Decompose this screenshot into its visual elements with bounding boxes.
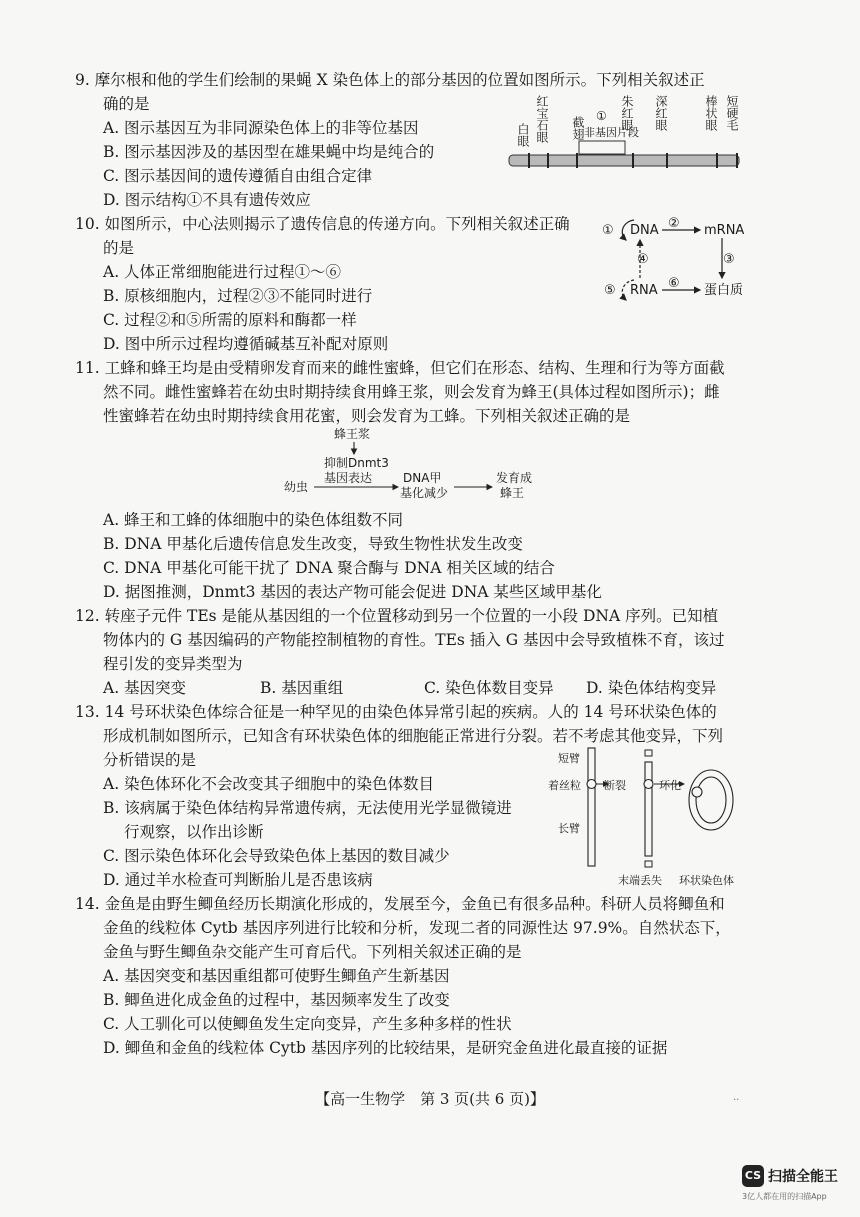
n4-label: ④ [637, 252, 649, 267]
q12-stem-line1: 12. 转座子元件 TEs 是能从基因组的一个位置移动到另一个位置的一小段 DNA 序列。已知植 [75, 607, 719, 625]
q10-option-d: D. 图中所示过程均遵循碱基互补配对原则 [103, 335, 389, 353]
dna-label: DNA [630, 223, 659, 238]
q14-option-a: A. 基因突变和基因重组都可使野生鲫鱼产生新基因 [103, 967, 450, 985]
q14-stem-line2: 金鱼的线粒体 Cytb 基因序列进行比较和分析，发现二者的同源性达 97.9%。自然状态下， [103, 919, 731, 937]
q11-option-b: B. DNA 甲基化后遗传信息发生改变，导致生物性状发生改变 [103, 535, 523, 553]
royal-jelly-label: 蜂王浆 [334, 427, 371, 441]
rna-label: RNA [630, 283, 658, 298]
q10-option-b: B. 原核细胞内，过程②③不能同时进行 [103, 287, 373, 305]
q13-option-b-line2: 行观察，以作出诊断 [124, 823, 264, 841]
q11-option-d: D. 据图推测，Dnmt3 基因的表达产物可能会促进 DNA 某些区域甲基化 [103, 583, 602, 601]
gene-label-bar-eye: 棒状眼 [704, 95, 718, 131]
q14-stem-line3: 金鱼与野生鲫鱼杂交能产生可育后代。下列相关叙述正确的是 [103, 943, 522, 961]
meth-line1: DNA甲 [403, 471, 442, 485]
q14-stem-line1: 14. 金鱼是由野生鲫鱼经历长期演化形成的，发展至今，金鱼已有很多品种。科研人员将鲫鱼和 [75, 895, 725, 913]
original-chromosome [588, 748, 595, 866]
q11-stem-line3: 性蜜蜂若在幼虫时期持续食用花蜜，则会发育为工蜂。下列相关叙述正确的是 [103, 407, 631, 425]
centromere-label: 着丝粒 [548, 779, 581, 792]
x-chromosome-bar [509, 155, 739, 166]
non-gene-label: 非基因片段 [584, 126, 639, 139]
q9-option-b: B. 图示基因涉及的基因型在雄果蝇中均是纯合的 [103, 143, 435, 161]
q14-option-d: D. 鲫鱼和金鱼的线粒体 Cytb 基因序列的比较结果，是研究金鱼进化最直接的证据 [103, 1039, 668, 1057]
q11-stem-line1: 11. 工蜂和蜂王均是由受精卵发育而来的雌性蜜蜂，但它们在形态、结构、生理和行为等方面截 [75, 359, 725, 377]
q11-queen-bee-diagram [278, 425, 538, 511]
q12-option-a: A. 基因突变 [103, 679, 187, 697]
long-arm-label: 长臂 [558, 822, 580, 835]
ring-chromosome-inner [696, 777, 726, 823]
q13-ring-chromosome-diagram [548, 742, 748, 896]
footer-dots: ·· [733, 1095, 740, 1106]
protein-label: 蛋白质 [704, 283, 744, 298]
camscanner-slogan: 3亿人都在用的扫描App [742, 1192, 827, 1201]
q13-option-b-line1: B. 该病属于染色体结构异常遗传病，无法使用光学显微镜进 [103, 799, 512, 817]
ring-label: 环化 [659, 779, 681, 792]
q12-option-c: C. 染色体数目变异 [424, 679, 554, 697]
break-label: 断裂 [604, 779, 626, 792]
q9-option-d: D. 图示结构①不具有遗传效应 [103, 191, 311, 209]
q13-option-a: A. 染色体环化不会改变其子细胞中的染色体数目 [103, 775, 435, 793]
inhibit-line1: 抑制Dnmt3 [324, 456, 389, 470]
gene-label-white-eye: 白眼 [516, 123, 530, 147]
short-arm-label: 短臂 [558, 752, 580, 765]
n1-label: ① [602, 223, 614, 238]
q9-stem-line2: 确的是 [103, 95, 150, 113]
n6-label: ⑥ [668, 276, 680, 291]
q12-stem-line3: 程引发的变异类型为 [103, 655, 243, 673]
camscanner-name: 扫描全能王 [768, 1169, 838, 1185]
camscanner-logo-icon: CS [742, 1165, 764, 1187]
gene-label-short-bristle: 短硬毛 [725, 95, 739, 131]
broken-chromosome-tip-top [645, 750, 652, 756]
q13-stem-line2: 形成机制如图所示，已知含有环状染色体的细胞能正常进行分裂。若不考虑其他变异，下列 [103, 727, 724, 745]
q9-option-c: C. 图示基因间的遗传遵循自由组合定律 [103, 167, 373, 185]
q13-option-c: C. 图示染色体环化会导致染色体上基因的数目减少 [103, 847, 450, 865]
structure-1-mark: ① [596, 109, 607, 123]
develop-line2: 蜂王 [500, 486, 525, 500]
q11-stem-line2: 然不同。雌性蜜蜂若在幼虫时期持续食用蜂王浆，则会发育为蜂王(具体过程如图所示)；雌 [103, 383, 720, 401]
gene-label-carmine-eye: 深红眼 [654, 95, 668, 131]
inhibit-line2: 基因表达 [324, 471, 373, 485]
q12-stem-line2: 物体内的 G 基因编码的产物能控制植物的育性。TEs 插入 G 基因中会导致植株不育，该过 [103, 631, 725, 649]
q11-option-a: A. 蜂王和工蜂的体细胞中的染色体组数不同 [103, 511, 404, 529]
camscanner-watermark [742, 1165, 852, 1205]
larva-label: 幼虫 [284, 480, 309, 494]
q10-central-dogma-diagram [600, 210, 750, 314]
q14-option-b: B. 鲫鱼进化成金鱼的过程中，基因频率发生了改变 [103, 991, 450, 1009]
ring-chromosome-label: 环状染色体 [679, 874, 734, 887]
q13-stem-line1: 13. 14 号环状染色体综合征是一种罕见的由染色体异常引起的疾病。人的 14 号环状染色体的 [75, 703, 717, 721]
non-gene-segment-box [579, 141, 625, 154]
gene-label-vermilion-eye: 朱红眼 [620, 95, 634, 131]
q13-option-d: D. 通过羊水检查可判断胎儿是否患该病 [103, 871, 373, 889]
broken-chromosome [645, 762, 652, 856]
develop-line1: 发育成 [496, 471, 533, 485]
q9-stem-line1: 9. 摩尔根和他的学生们绘制的果蝇 X 染色体上的部分基因的位置如图所示。下列相关叙述正 [75, 71, 705, 89]
gene-label-cut-wing: 截翅 [571, 116, 585, 140]
q11-option-c: C. DNA 甲基化可能干扰了 DNA 聚合酶与 DNA 相关区域的结合 [103, 559, 555, 577]
q10-stem-line1: 10. 如图所示，中心法则揭示了遗传信息的传递方向。下列相关叙述正确 [75, 215, 570, 233]
mrna-label: mRNA [704, 223, 745, 238]
n5-label: ⑤ [604, 283, 616, 298]
page-footer: 【高一生物学 第 3 页(共 6 页)】 [315, 1090, 545, 1108]
q14-option-c: C. 人工驯化可以使鲫鱼发生定向变异，产生多种多样的性状 [103, 1015, 512, 1033]
n3-label: ③ [723, 252, 735, 267]
q12-option-b: B. 基因重组 [260, 679, 344, 697]
meth-line2: 基化减少 [400, 486, 449, 500]
q9-chromosome-diagram [505, 90, 745, 179]
gene-label-ruby-eye: 红宝石眼 [535, 95, 549, 143]
q10-option-c: C. 过程②和⑤所需的原料和酶都一样 [103, 311, 357, 329]
n2-label: ② [668, 216, 680, 231]
q13-stem-line3: 分析错误的是 [103, 751, 197, 769]
q12-option-d: D. 染色体结构变异 [586, 679, 717, 697]
end-loss-label: 末端丢失 [618, 874, 662, 887]
q9-option-a: A. 图示基因互为非同源染色体上的非等位基因 [103, 119, 419, 137]
broken-chromosome-tip-bottom [645, 861, 652, 867]
q10-option-a: A. 人体正常细胞能进行过程①～⑥ [103, 263, 342, 281]
q10-stem-line2: 的是 [103, 239, 135, 257]
